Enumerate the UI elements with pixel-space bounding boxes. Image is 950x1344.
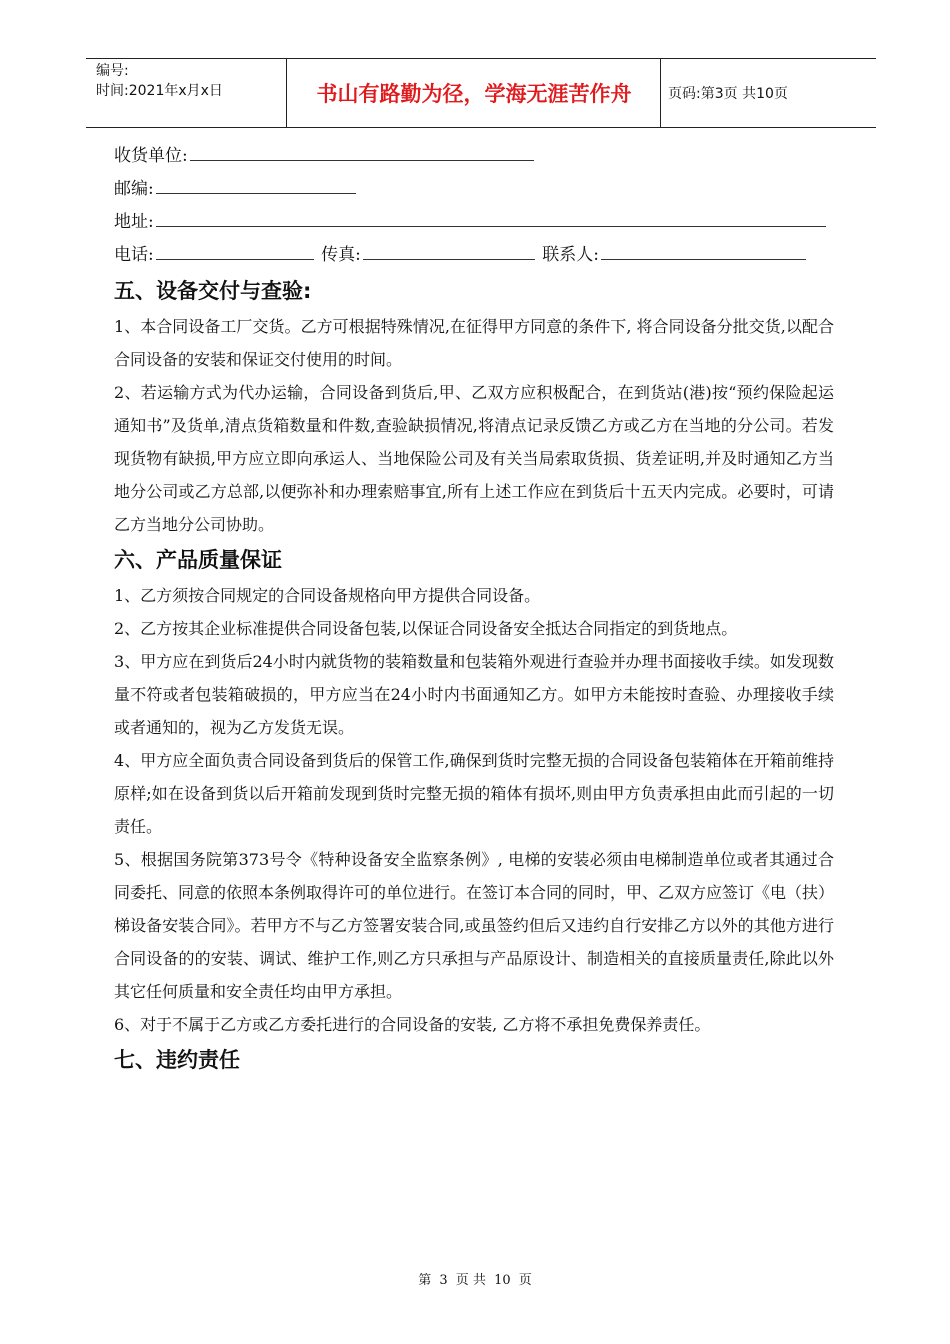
footer-page-suffix: 页 — [518, 1273, 532, 1288]
section-6-title: 六、产品质量保证 — [114, 548, 282, 572]
consignee-address-line — [114, 206, 834, 239]
section-6-paragraph-1: 1、乙方须按合同规定的合同设备规格向甲方提供合同设备。 — [114, 586, 541, 605]
section-5-paragraph-1: 1、本合同设备工厂交货。乙方可根据特殊情况,在征得甲方同意的条件下, 将合同设备分批交货,以配合合同设备的安装和保证交付使用的时间。 — [114, 317, 834, 369]
header-time-label: 时间:2021年x月x日 — [96, 83, 223, 99]
consignee-contact-label: 联系人: — [542, 245, 600, 265]
page-header — [86, 58, 876, 128]
header-meta — [96, 61, 223, 101]
footer-page-mid: 页 共 — [455, 1273, 486, 1288]
section-6-paragraph-2: 2、乙方按其企业标准提供合同设备包装,以保证合同设备安全抵达合同指定的到货地点。 — [114, 619, 738, 638]
consignee-phone-label: 电话: — [114, 245, 154, 265]
consignee-unit-line — [114, 140, 834, 173]
header-motto: 书山有路勤为径，学海无涯苦作舟 — [316, 82, 632, 106]
consignee-contact-line — [114, 239, 834, 272]
document-body — [114, 140, 834, 1079]
section-6-paragraph-4: 4、甲方应全面负责合同设备到货后的保管工作,确保到货时完整无损的合同设备包装箱体在开箱前维持原样;如在设备到货以后开箱前发现到货时完整无损的箱体有损坏,则由甲方负责承担由此而引起的一切责任。 — [114, 751, 834, 836]
consignee-zip-line — [114, 173, 834, 206]
consignee-address-label: 地址: — [114, 212, 154, 232]
footer-page-number: 3 — [439, 1273, 448, 1288]
consignee-contact-field[interactable] — [601, 243, 806, 260]
header-number-label: 编号: — [96, 63, 129, 79]
consignee-unit-field[interactable] — [190, 144, 534, 161]
page-footer — [0, 1269, 950, 1288]
header-divider — [286, 59, 287, 127]
footer-page-prefix: 第 — [418, 1273, 432, 1288]
consignee-fax-field[interactable] — [363, 243, 535, 260]
consignee-zip-field[interactable] — [156, 177, 356, 194]
header-page-info: 页码:第3页 共10页 — [668, 86, 788, 102]
consignee-address-field[interactable] — [156, 210, 826, 227]
section-6-paragraph-6: 6、对于不属于乙方或乙方委托进行的合同设备的安装, 乙方将不承担免费保养责任。 — [114, 1015, 711, 1034]
consignee-zip-label: 邮编: — [114, 179, 154, 199]
footer-page-total: 10 — [494, 1273, 511, 1288]
section-7-title: 七、违约责任 — [114, 1048, 240, 1072]
section-5-paragraph-2: 2、若运输方式为代办运输，合同设备到货后,甲、乙双方应积极配合，在到货站(港)按“预约保险起运通知书”及货单,清点货箱数量和件数,查验缺损情况,将清点记录反馈乙方或乙方在当地的分公司。若发现货物有缺损,甲方应立即向承运人、当地保险公司及有关当局索取货损、货差证明,并及时通知乙方当地分公司或乙方总部,以便弥补和办理索赔事宜,所有上述工作应在到货后十五天内完成。必要时，可请乙方当地分公司协助。 — [114, 383, 834, 534]
section-6-paragraph-5: 5、根据国务院第373号令《特种设备安全监察条例》, 电梯的安装必须由电梯制造单位或者其通过合同委托、同意的依照本条例取得许可的单位进行。在签订本合同的同时，甲、乙双方应签订《电（扶）梯设备安装合同》。若甲方不与乙方签署安装合同,或虽签约但后又违约自行安排乙方以外的其他方进行合同设备的的安装、调试、维护工作,则乙方只承担与产品原设计、制造相关的直接质量责任,除此以外其它任何质量和安全责任均由甲方承担。 — [114, 850, 835, 1001]
consignee-phone-field[interactable] — [156, 243, 314, 260]
section-6-paragraph-3: 3、甲方应在到货后24小时内就货物的装箱数量和包装箱外观进行查验并办理书面接收手续。如发现数量不符或者包装箱破损的，甲方应当在24小时内书面通知乙方。如甲方未能按时查验、办理接收手续或者通知的，视为乙方发货无误。 — [114, 652, 834, 737]
consignee-unit-label: 收货单位: — [114, 146, 188, 166]
header-divider — [660, 59, 661, 127]
consignee-fax-label: 传真: — [321, 245, 361, 265]
section-5-title: 五、设备交付与查验: — [114, 279, 312, 303]
